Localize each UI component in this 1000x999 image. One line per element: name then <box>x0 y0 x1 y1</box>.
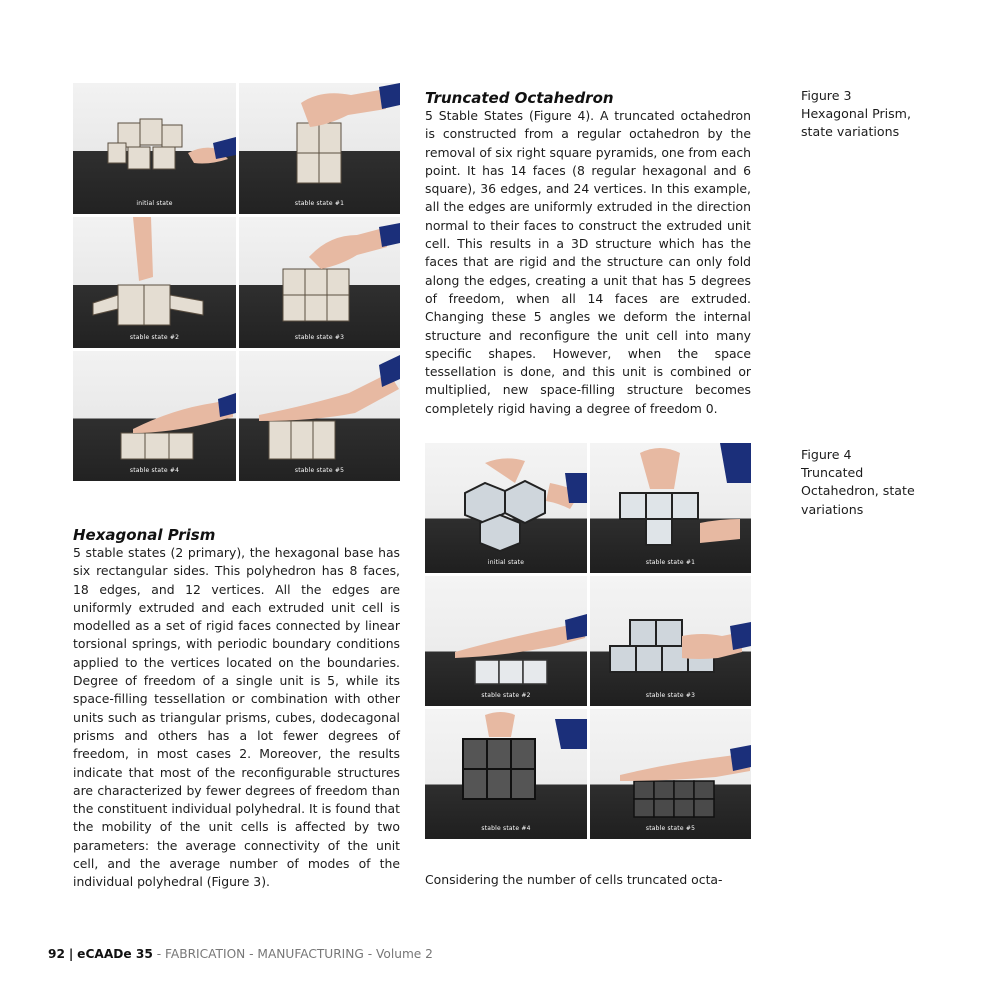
panel-label: stable state #1 <box>645 559 696 566</box>
hexagonal-prism-section <box>73 526 400 892</box>
panel-label: stable state #5 <box>645 825 696 832</box>
figure-3-panel-state-3 <box>239 217 400 348</box>
figure-3-panel-state-1 <box>239 83 400 214</box>
panel-label: stable state #5 <box>294 467 345 474</box>
figure-3-panel-state-4 <box>73 351 236 481</box>
footer-section: - FABRICATION - MANUFACTURING - Volume 2 <box>156 947 433 961</box>
hexagonal-prism-model-icon <box>73 217 236 348</box>
figure-3-grid <box>73 83 400 481</box>
figure-3-panel-state-5 <box>239 351 400 481</box>
figure-4-panel-state-1 <box>590 443 751 573</box>
panel-label: initial state <box>136 200 173 207</box>
figure-4-panel-state-3 <box>590 576 751 706</box>
truncated-octahedron-model-icon <box>590 709 751 839</box>
footer-separator: | <box>68 947 74 961</box>
continuation-text: Considering the number of cells truncated octa- <box>425 872 723 887</box>
figure-3-panel-initial <box>73 83 236 214</box>
figure-4-panel-initial <box>425 443 587 573</box>
page-number: 92 <box>48 947 65 961</box>
truncated-octahedron-model-icon <box>590 576 751 706</box>
figure-4-caption-line: Octahedron, state <box>801 483 915 499</box>
panel-label: initial state <box>487 559 525 566</box>
panel-label: stable state #3 <box>645 692 696 699</box>
figure-3-panel-state-2 <box>73 217 236 348</box>
figure-4-caption-line: variations <box>801 501 864 517</box>
section-title: Hexagonal Prism <box>73 526 216 544</box>
panel-label: stable state #4 <box>129 467 180 474</box>
panel-label: stable state #1 <box>294 200 345 207</box>
hexagonal-prism-model-icon <box>73 351 236 481</box>
section-title: Truncated Octahedron <box>425 89 614 107</box>
figure-3-caption-line: Hexagonal Prism, <box>801 106 911 122</box>
figure-4-number: Figure 4 <box>801 447 852 462</box>
figure-3-number: Figure 3 <box>801 88 852 103</box>
panel-label: stable state #2 <box>481 692 531 699</box>
truncated-octahedron-model-icon <box>425 709 587 839</box>
figure-3-caption-line: state variations <box>801 124 900 140</box>
figure-4-panel-state-4 <box>425 709 587 839</box>
figure-4-panel-state-5 <box>590 709 751 839</box>
hexagonal-prism-model-icon <box>239 217 400 348</box>
figure-4-panel-state-2 <box>425 576 587 706</box>
panel-label: stable state #2 <box>129 334 180 341</box>
figure-4-grid <box>425 443 751 839</box>
section-body: 5 Stable States (Figure 4). A truncated octahedron is constructed from a regular octahedron by the removal of six right square pyramids, one from each point. It has 14 faces (8 regular hexagonal and 6 square), 36 edges, and 24 vertices. In this example, all the edges are uniformly extruded in the direction normal to their faces to construct the extruded unit cell. This results in a 3D structure which has the faces that are rigid and the structure can only fold along the edges, creating a unit that has 5 degrees of freedom, when all 14 faces are extruded. Changing these 5 angles we deform the internal structure and reconfigure the unit cell into many specific shapes. However, when the space tessellation is done, and this unit is combined or multiplied, new space-filling structure becomes completely rigid having a degree of freedom 0. <box>425 108 751 416</box>
figure-3-caption <box>801 87 951 142</box>
section-body: 5 stable states (2 primary), the hexagonal base has six rectangular sides. This polyhedron has 8 faces, 18 edges, and 12 vertices. All the edges are uniformly extruded and each extruded unit cell is modelled as a set of rigid faces connected by linear torsional springs, with periodic boundary conditions applied to the vertices located on the boundaries. Degree of freedom of a single unit is 5, while its space-filling tessellation or combination with other units such as triangular prisms, cubes, dodecagonal prisms and others has a lot fewer degrees of freedom, in most cases 2. Moreover, the results indicate that most of the reconfigurable structures are characterized by fewer degrees of freedom than the constituent individual polyhedral. It is found that the mobility of the unit cells is affected by two parameters: the average connectivity of the unit cell, and the average number of modes of the individual polyhedral (Figure 3). <box>73 545 400 890</box>
hexagonal-prism-model-icon <box>239 83 400 214</box>
page-footer <box>48 947 548 961</box>
truncated-octahedron-model-icon <box>425 576 587 706</box>
conference-name: eCAADe 35 <box>77 947 153 961</box>
panel-label: stable state #3 <box>294 334 345 341</box>
truncated-octahedron-model-icon <box>425 443 587 573</box>
hexagonal-prism-model-icon <box>239 351 400 481</box>
figure-4-caption <box>801 446 951 519</box>
truncated-octahedron-model-icon <box>590 443 751 573</box>
truncated-octahedron-section <box>425 89 751 418</box>
panel-label: stable state #4 <box>481 825 531 832</box>
hexagonal-prism-model-icon <box>73 83 236 214</box>
figure-4-caption-line: Truncated <box>801 465 864 481</box>
